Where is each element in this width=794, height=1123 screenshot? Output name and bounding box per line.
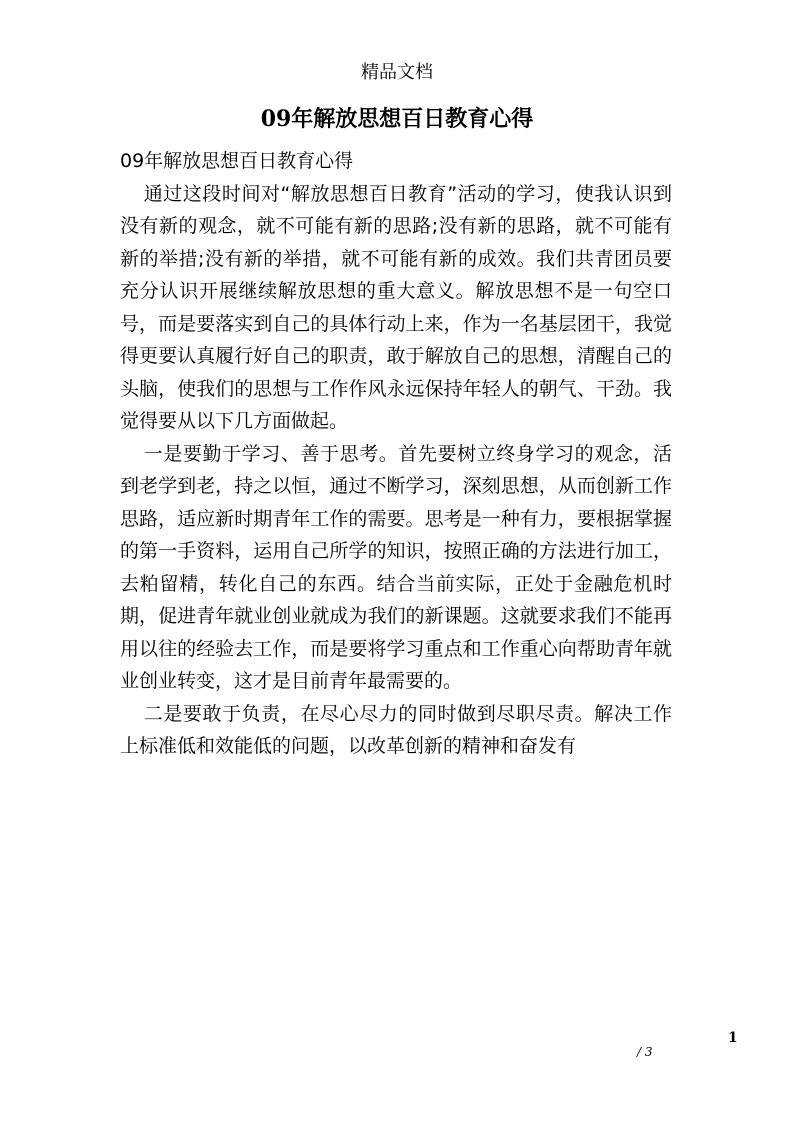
paragraph-1: 通过这段时间对“解放思想百日教育”活动的学习，使我认识到没有新的观念，就不可能有新的思路;没有新的思路，就不可能有新的举措;没有新的举措，就不可能有新的成效。我们共青团员要充分认识开展继续解放思想的重大意义。解放思想不是一句空口号，而是要落实到自己的具体行动上来，作为一名基层团干，我觉得更要认真履行好自己的职责，敢于解放自己的思想，清醒自己的头脑，使我们的思想与工作作风永远保持年轻人的朝气、干劲。我觉得要从以下几方面做起。 xyxy=(120,182,672,432)
paragraph-3: 二是要敢于负责，在尽心尽力的同时做到尽职尽责。解决工作上标准低和效能低的问题，以改革创新的精神和奋发有 xyxy=(120,702,672,757)
page-count: / 3 xyxy=(637,1045,653,1059)
document-title: 09年解放思想百日教育心得 xyxy=(260,106,534,132)
page-number: 1 xyxy=(728,1030,738,1046)
paragraph-2: 一是要勤于学习、善于思考。首先要树立终身学习的观念，活到老学到老，持之以恒，通过不断学习，深刻思想，从而创新工作思路，适应新时期青年工作的需要。思考是一种有力，要根据掌握的第一手资料，运用自己所学的知识，按照正确的方法进行加工，去粕留精，转化自己的东西。结合当前实际，正处于金融危机时期，促进青年就业创业就成为我们的新课题。这就要求我们不能再用以往的经验去工作，而是要将学习重点和工作重心向帮助青年就业创业转变，这才是目前青年最需要的。 xyxy=(120,442,672,692)
document-body xyxy=(120,145,672,763)
document-header: 精品文档 xyxy=(361,62,433,83)
document-subtitle: 09年解放思想百日教育心得 xyxy=(120,150,354,172)
